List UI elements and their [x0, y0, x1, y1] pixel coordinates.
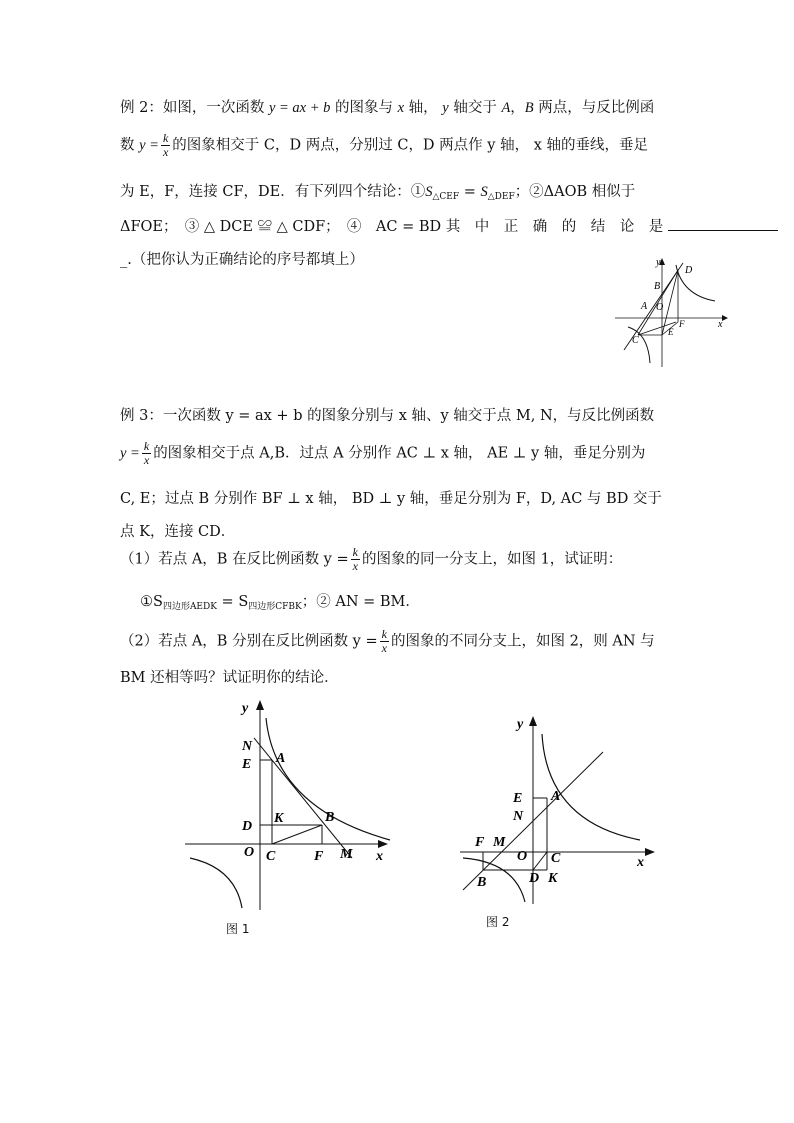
label-O: O: [656, 302, 664, 313]
label-E: E: [242, 757, 252, 772]
label-B: B: [477, 875, 487, 890]
label-F: F: [679, 319, 685, 329]
ex2-graph: [610, 255, 735, 375]
ex2-line4: ΔFOE； ③ △ DCE ≌ △ CDF； ④ AC = BD 其 中 正 确 的 结 论 是: [120, 215, 778, 236]
ex3-q2-line2: BM 还相等吗？试证明你的结论．: [120, 670, 339, 686]
label-x: x: [718, 319, 723, 330]
label-D: D: [242, 819, 253, 834]
label-y: y: [517, 717, 524, 732]
label-M: M: [493, 835, 506, 850]
label-A: A: [551, 789, 561, 804]
fraction-k-over-x: $\frac{k}{x}$: [352, 545, 358, 573]
ex2-line3: 为 E，F，连接 CF，DE．有下列四个结论：$①S_{\triangle CEF} = S_{\triangle DEF}$；②ΔAOB 相似于: [120, 184, 636, 202]
figure-1: [180, 698, 400, 913]
label-F: F: [314, 849, 324, 864]
label-M: M: [340, 847, 353, 862]
label-O: O: [517, 849, 528, 864]
answer-blank[interactable]: [668, 218, 778, 231]
label-N: N: [242, 739, 253, 754]
label-x: x: [637, 855, 644, 870]
ex3-q1: （1）若点 A，B 在反比例函数 y = $\frac{k}{x}$ 的图象的同一分支上，如图 1，试证明：: [120, 545, 623, 573]
label-A: A: [276, 751, 286, 766]
fraction-k-over-x: $\frac{k}{x}$: [143, 439, 150, 467]
label-C: C: [551, 851, 561, 866]
label-E: E: [668, 327, 674, 337]
figure-2-caption: 图 2: [486, 915, 510, 929]
label-D: D: [685, 265, 693, 276]
ex3-line2: y = $\frac{k}{x}$ 的图象相交于点 A,B．过点 A 分别作 AC ⊥ x 轴， AE ⊥ y 轴，垂足分别为: [120, 439, 646, 467]
label-C: C: [632, 335, 639, 346]
label-K: K: [548, 871, 558, 886]
label-B: B: [325, 810, 335, 825]
fraction-k-over-x: $\frac{k}{x}$: [381, 627, 387, 655]
label-F: F: [475, 835, 485, 850]
ex3-line3: C, E；过点 B 分别作 BF ⊥ x 轴， BD ⊥ y 轴，垂足分别为 F，D, AC 与 BD 交于: [120, 491, 662, 507]
figure-1-caption: 图 1: [226, 922, 250, 936]
label-C: C: [266, 849, 276, 864]
label-B: B: [654, 281, 661, 292]
label-y: y: [656, 257, 661, 268]
ex2-line5: _.（把你认为正确结论的序号都填上）: [120, 252, 364, 268]
label-E: E: [513, 791, 523, 806]
ex2-line2: 数 y = $\frac{k}{x}$ 的图象相交于 C，D 两点，分别过 C，D 两点作 y 轴， x 轴的垂线，垂足: [120, 131, 648, 159]
ex3-q2: （2）若点 A，B 分别在反比例函数 y = $\frac{k}{x}$ 的图象的不同分支上，如图 2，则 AN 与: [120, 627, 655, 655]
label-y: y: [242, 701, 249, 716]
ex3-q1-parts: $①S_{四边形AEDK} = S_{四边形CFBK}$；② AN = BM．: [140, 594, 420, 612]
label-N: N: [513, 809, 524, 824]
label-A: A: [641, 301, 648, 312]
ex2-line1: 例 2：如图，一次函数 y = ax + b 的图象与 x 轴， y 轴交于 A，B 两点，与反比例函: [120, 100, 655, 116]
fraction-k-over-x: $\frac{k}{x}$: [162, 131, 169, 159]
ex3-line4: 点 K，连接 CD．: [120, 524, 236, 540]
ex3-line1: 例 3：一次函数 y = ax + b 的图象分别与 x 轴、y 轴交于点 M, N，与反比例函数: [120, 408, 655, 424]
figure-2: [455, 712, 665, 907]
label-O: O: [244, 845, 255, 860]
label-K: K: [274, 811, 284, 826]
label-D: D: [529, 871, 540, 886]
label-x: x: [376, 849, 383, 864]
